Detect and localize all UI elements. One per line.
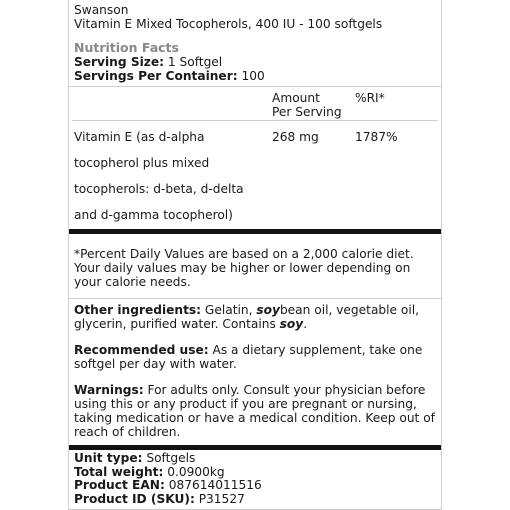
- servings-label: Servings Per Container:: [74, 69, 238, 83]
- other-ingredients-text: .: [303, 317, 308, 331]
- facts-summary: [69, 41, 441, 86]
- servings-per-container: [74, 69, 436, 86]
- servings-value: 100: [241, 69, 265, 83]
- nutrient-name-line: tocopherol plus mixed: [74, 156, 210, 170]
- total-weight: [74, 466, 436, 480]
- product-ean: [74, 479, 436, 493]
- daily-values-note: [69, 234, 441, 298]
- unit-type: [74, 452, 436, 466]
- amount-header: [272, 91, 342, 119]
- table-header: [69, 87, 441, 120]
- daily-values-text: *Percent Daily Values are based on a 2,000 calorie diet. Your daily values may be higher or lower depending on your calorie needs.: [74, 247, 414, 289]
- sku-value: P31527: [198, 491, 245, 506]
- warnings-text: For adults only. Consult your physician before using this or any product if you are pregnant or nursing, taking medication or have a medical condition. Keep out of reach of children.: [74, 383, 435, 439]
- unit-type-value: Softgels: [146, 451, 196, 465]
- table-row: [69, 121, 441, 222]
- sku-label: Product ID (SKU):: [74, 491, 195, 506]
- serving-size: [74, 55, 436, 69]
- brand-name: Swanson: [74, 3, 129, 17]
- recommended-use: [74, 343, 436, 371]
- nutrient-name: [74, 124, 269, 228]
- nutrition-facts-title: Nutrition Facts: [74, 40, 179, 55]
- recommended-use-label: Recommended use:: [74, 343, 209, 357]
- nutrient-amount: 268 mg: [272, 130, 319, 144]
- other-ingredients-text: bean oil, vegetable oil, glycerin, purified water. Contains: [74, 303, 420, 331]
- total-weight-label: Total weight:: [74, 464, 164, 479]
- product-details: [69, 299, 441, 439]
- recommended-use-text: As a dietary supplement, take one softgel per day with water.: [74, 343, 423, 371]
- warnings-label: Warnings:: [74, 383, 144, 397]
- nutrient-name-line: and d-gamma tocopherol): [74, 208, 233, 222]
- amount-header-line-2: Per Serving: [272, 105, 342, 119]
- other-ingredients: [74, 303, 436, 331]
- serving-size-value: 1 Softgel: [167, 55, 223, 69]
- ean-value: 087614011516: [168, 478, 262, 492]
- unit-type-label: Unit type:: [74, 451, 143, 465]
- allergen-keyword: soy: [256, 303, 280, 317]
- ean-label: Product EAN:: [74, 478, 165, 492]
- supplement-facts-label: [68, 0, 442, 510]
- serving-size-label: Serving Size:: [74, 55, 165, 69]
- warnings: [74, 383, 436, 439]
- product-info: [69, 450, 441, 506]
- product-sku: [74, 493, 436, 507]
- total-weight-value: 0.0900kg: [167, 464, 225, 479]
- ri-header: %RI*: [355, 91, 385, 105]
- allergen-keyword: soy: [279, 317, 304, 331]
- other-ingredients-label: Other ingredients:: [74, 303, 202, 317]
- nutrient-name-line: tocopherols: d-beta, d-delta: [74, 182, 244, 196]
- amount-header-line-1: Amount: [272, 91, 320, 105]
- nutrient-name-line: Vitamin E (as d-alpha: [74, 130, 205, 144]
- nutrient-ri: 1787%: [355, 130, 398, 144]
- header: [69, 0, 441, 31]
- other-ingredients-text: Gelatin,: [201, 303, 257, 317]
- product-title: Vitamin E Mixed Tocopherols, 400 IU - 100 softgels: [74, 17, 383, 31]
